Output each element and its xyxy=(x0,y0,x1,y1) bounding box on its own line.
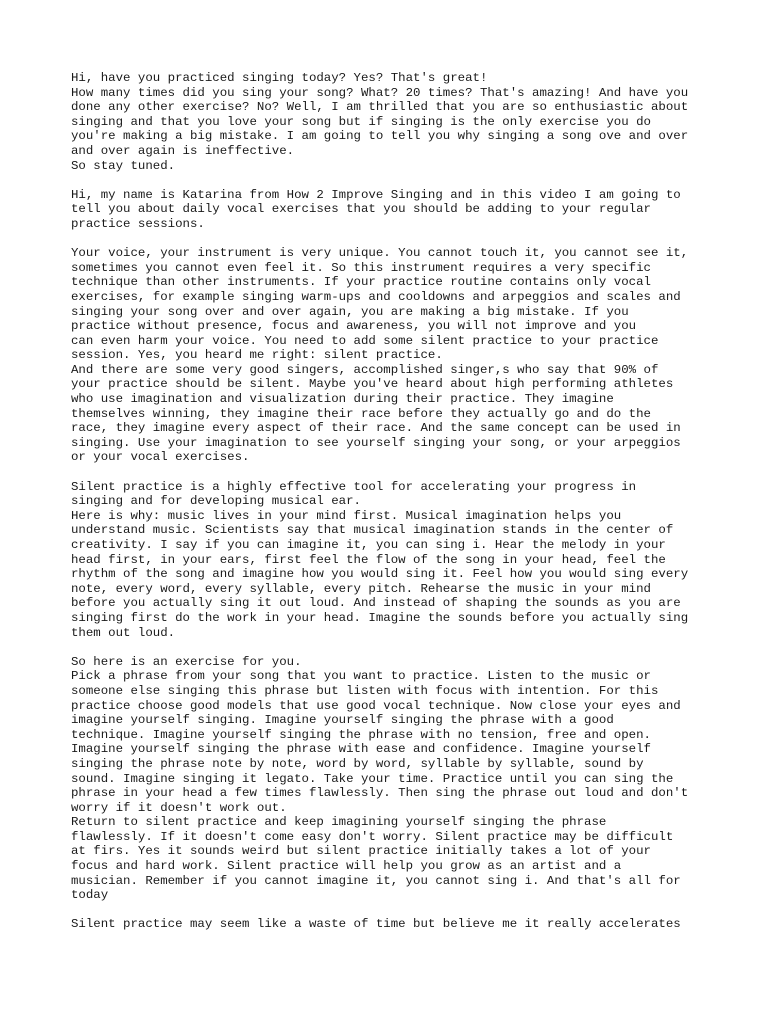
text-line: and over again is ineffective. xyxy=(71,143,295,158)
text-line: worry if it doesn't work out. xyxy=(71,800,287,815)
text-line: technique. Imagine yourself singing the phrase with no tension, free and open. xyxy=(71,727,651,742)
text-line: exercises, for example singing warm-ups and cooldowns and arpeggios and scales and xyxy=(71,289,681,304)
text-line: Return to silent practice and keep imagining yourself singing the phrase xyxy=(71,815,607,830)
paragraph xyxy=(71,188,761,232)
text-line: singing. Use your imagination to see yourself singing your song, or your arpeggios xyxy=(71,435,681,450)
paragraph xyxy=(71,917,761,932)
text-line: them out loud. xyxy=(71,625,176,640)
text-line: singing and for developing musical ear. xyxy=(71,494,361,509)
text-line: sound. Imagine singing it legato. Take your time. Practice until you can sing the xyxy=(71,771,674,786)
text-line: singing first do the work in your head. Imagine the sounds before you actually sing xyxy=(71,610,689,625)
text-line: singing the phrase note by note, word by word, syllable by syllable, sound by xyxy=(71,756,644,771)
text-line: today xyxy=(71,888,109,903)
text-line: understand music. Scientists say that musical imagination stands in the center of xyxy=(71,523,674,538)
text-line: So stay tuned. xyxy=(71,158,176,173)
text-line: session. Yes, you heard me right: silent practice. xyxy=(71,348,443,363)
text-line: singing your song over and over again, you are making a big mistake. If you xyxy=(71,304,629,319)
text-line: or your vocal exercises. xyxy=(71,450,250,465)
text-line: Pick a phrase from your song that you want to practice. Listen to the music or xyxy=(71,669,651,684)
text-line: phrase in your head a few times flawlessly. Then sing the phrase out loud and don't xyxy=(71,786,689,801)
text-line: musician. Remember if you cannot imagine it, you cannot sing i. And that's all for xyxy=(71,873,681,888)
text-line: practice without presence, focus and awareness, you will not improve and you xyxy=(71,319,637,334)
text-line: creativity. I say if you can imagine it, you can sing i. Hear the melody in your xyxy=(71,538,666,552)
text-line: someone else singing this phrase but listen with focus with intention. For this xyxy=(71,683,659,698)
text-line: you're making a big mistake. I am going to tell you why singing a song ove and over xyxy=(71,129,689,144)
text-line: before you actually sing it out loud. And instead of shaping the sounds as you are xyxy=(71,596,681,611)
text-line: flawlessly. If it doesn't come easy don't worry. Silent practice may be difficult xyxy=(71,829,674,844)
text-line: sometimes you cannot even feel it. So this instrument requires a very specific xyxy=(71,260,651,275)
text-line: technique than other instruments. If your practice routine contains only vocal xyxy=(71,275,651,290)
text-line: themselves winning, they imagine their race before they actually go and do the xyxy=(71,406,651,421)
text-line: Here is why: music lives in your mind first. Musical imagination helps you xyxy=(71,508,622,523)
text-line: can even harm your voice. You need to add some silent practice to your practice xyxy=(71,333,659,348)
text-line: Imagine yourself singing the phrase with ease and confidence. Imagine yourself xyxy=(71,742,651,757)
paragraph xyxy=(71,655,761,903)
document-body xyxy=(71,71,761,947)
text-line: Hi, have you practiced singing today? Yes? That's great! xyxy=(71,71,488,85)
paragraph xyxy=(71,480,761,641)
text-line: singing and that you love your song but if singing is the only exercise you do xyxy=(71,114,651,129)
text-line: note, every word, every syllable, every pitch. Rehearse the music in your mind xyxy=(71,581,651,596)
text-line: How many times did you sing your song? What? 20 times? That's amazing! And have you xyxy=(71,85,689,100)
text-line: who use imagination and visualization during their practice. They imagine xyxy=(71,392,614,407)
paragraph xyxy=(71,71,761,173)
text-line: practice sessions. xyxy=(71,216,205,231)
text-line: focus and hard work. Silent practice will help you grow as an artist and a xyxy=(71,859,622,874)
text-line: tell you about daily vocal exercises that you should be adding to your regular xyxy=(71,202,651,217)
text-line: imagine yourself singing. Imagine yourself singing the phrase with a good xyxy=(71,713,614,728)
text-line: And there are some very good singers, accomplished singer,s who say that 90% of xyxy=(71,362,659,377)
text-line: done any other exercise? No? Well, I am thrilled that you are so enthusiastic about xyxy=(71,100,689,115)
text-line: Hi, my name is Katarina from How 2 Improve Singing and in this video I am going to xyxy=(71,187,681,202)
text-line: head first, in your ears, first feel the flow of the song in your head, feel the xyxy=(71,552,666,567)
text-line: rhythm of the song and imagine how you would sing it. Feel how you would sing every xyxy=(71,567,689,582)
text-line: So here is an exercise for you. xyxy=(71,654,302,669)
text-line: practice choose good models that use good vocal technique. Now close your eyes and xyxy=(71,698,681,713)
text-line: Your voice, your instrument is very unique. You cannot touch it, you cannot see it, xyxy=(71,246,689,261)
paragraph xyxy=(71,246,761,465)
text-line: Silent practice is a highly effective tool for accelerating your progress in xyxy=(71,479,637,494)
text-line: at firs. Yes it sounds weird but silent practice initially takes a lot of your xyxy=(71,844,651,859)
text-line: race, they imagine every aspect of their race. And the same concept can be used in xyxy=(71,421,681,436)
text-line: Silent practice may seem like a waste of time but believe me it really accelerates xyxy=(71,917,681,932)
text-line: your practice should be silent. Maybe you've heard about high performing athletes xyxy=(71,377,674,392)
